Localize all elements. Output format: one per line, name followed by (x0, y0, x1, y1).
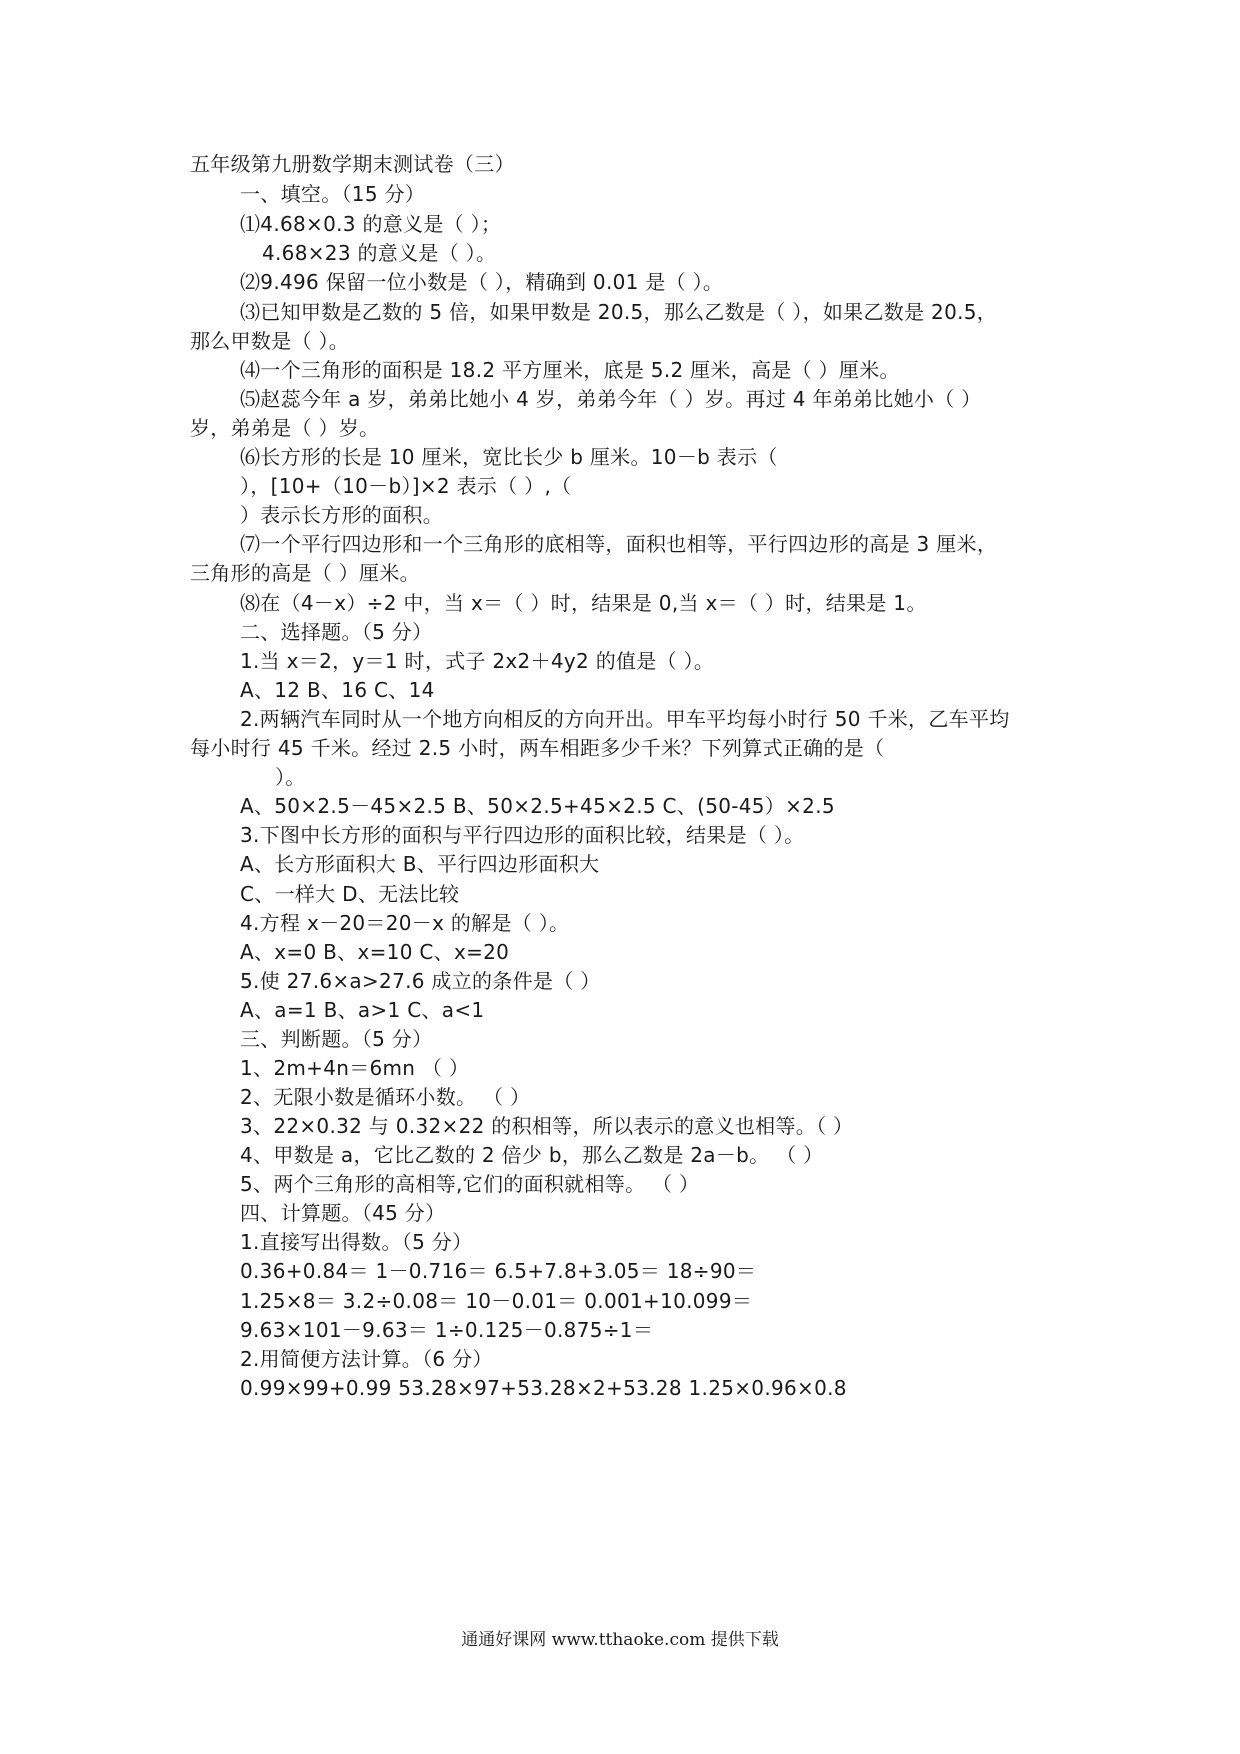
question-text: ）。 (275, 765, 306, 789)
question-text: 三角形的高是（ ）厘米。 (190, 561, 420, 585)
answer-options: A、x=0 B、x=10 C、x=20 (240, 940, 510, 964)
question-text: 5.使 27.6×a>27.6 成立的条件是（ ） (240, 969, 601, 993)
footer-credit: 通通好课网 www.tthaoke.com 提供下载 (461, 1630, 779, 1650)
answer-options: C、一样大 D、无法比较 (240, 882, 460, 906)
sub-question: 2.用简便方法计算。（6 分） (240, 1347, 493, 1371)
question-text: ⑶已知甲数是乙数的 5 倍，如果甲数是 20.5，那么乙数是（ ），如果乙数是 20.5， (240, 300, 998, 324)
judgement-item: 5、两个三角形的高相等,它们的面积就相等。 （ ） (240, 1172, 700, 1196)
question-text: ⑺一个平行四边形和一个三角形的底相等，面积也相等，平行四边形的高是 3 厘米， (240, 532, 998, 556)
question-text: 2.两辆汽车同时从一个地方向相反的方向开出。甲车平均每小时行 50 千米，乙车平均 (240, 707, 1010, 731)
answer-options: A、50×2.5－45×2.5 B、50×2.5+45×2.5 C、(50-45）×2.5 (240, 794, 835, 818)
question-text: ），[10+（10－b）]×2 表示（ ）,（ (240, 474, 572, 498)
page-title: 五年级第九册数学期末测试卷（三） (190, 152, 515, 176)
question-text: ⑵9.496 保留一位小数是（ ），精确到 0.01 是（ ）。 (240, 270, 724, 294)
judgement-item: 3、22×0.32 与 0.32×22 的积相等，所以表示的意义也相等。（ ） (240, 1114, 854, 1138)
question-text: ⑷一个三角形的面积是 18.2 平方厘米，底是 5.2 厘米，高是（ ）厘米。 (240, 358, 900, 382)
question-text: 3.下图中长方形的面积与平行四边形的面积比较，结果是（ ）。 (240, 823, 805, 847)
answer-options: A、12 B、16 C、14 (240, 678, 435, 702)
question-text: 1.当 x＝2，y＝1 时，式子 2x2＋4y2 的值是（ ）。 (240, 649, 715, 673)
question-text: ）表示长方形的面积。 (240, 503, 443, 527)
calc-row: 9.63×101－9.63＝ 1÷0.125－0.875÷1＝ (240, 1318, 654, 1342)
sub-question: 1.直接写出得数。（5 分） (240, 1230, 473, 1254)
section-1-heading: 一、填空。（15 分） (240, 182, 426, 206)
question-text: ⑴4.68×0.3 的意义是（ ）； (240, 212, 502, 236)
judgement-item: 1、2m+4n＝6mn （ ） (240, 1056, 470, 1080)
judgement-item: 4、甲数是 a，它比乙数的 2 倍少 b，那么乙数是 2a－b。 （ ） (240, 1143, 824, 1167)
question-text: 4.方程 x－20＝20－x 的解是（ ）。 (240, 911, 570, 935)
question-text: 4.68×23 的意义是（ ）。 (262, 241, 497, 265)
section-3-heading: 三、判断题。（5 分） (240, 1027, 433, 1051)
section-2-heading: 二、选择题。（5 分） (240, 620, 433, 644)
question-text: 每小时行 45 千米。经过 2.5 小时，两车相距多少千米？下列算式正确的是（ (190, 736, 885, 760)
question-text: ⑸赵蕊今年 a 岁，弟弟比她小 4 岁，弟弟今年（ ）岁。再过 4 年弟弟比她小（ ） (240, 387, 982, 411)
question-text: ⑹长方形的长是 10 厘米，宽比长少 b 厘米。10－b 表示（ (240, 445, 778, 469)
judgement-item: 2、无限小数是循环小数。 （ ） (240, 1085, 531, 1109)
calc-row: 0.99×99+0.99 53.28×97+53.28×2+53.28 1.25×0.96×0.8 (240, 1376, 847, 1400)
answer-options: A、长方形面积大 B、平行四边形面积大 (240, 852, 600, 876)
question-text: ⑻在（4－x）÷2 中，当 x＝（ ）时，结果是 0,当 x＝（ ）时，结果是 1。 (240, 591, 927, 615)
calc-row: 1.25×8＝ 3.2÷0.08＝ 10－0.01＝ 0.001+10.099＝ (240, 1289, 753, 1313)
question-text: 那么甲数是（ ）。 (190, 329, 350, 353)
question-text: 岁，弟弟是（ ）岁。 (190, 416, 380, 440)
calc-row: 0.36+0.84＝ 1－0.716＝ 6.5+7.8+3.05＝ 18÷90＝ (240, 1259, 757, 1283)
answer-options: A、a=1 B、a>1 C、a<1 (240, 998, 485, 1022)
section-4-heading: 四、计算题。（45 分） (240, 1201, 446, 1225)
